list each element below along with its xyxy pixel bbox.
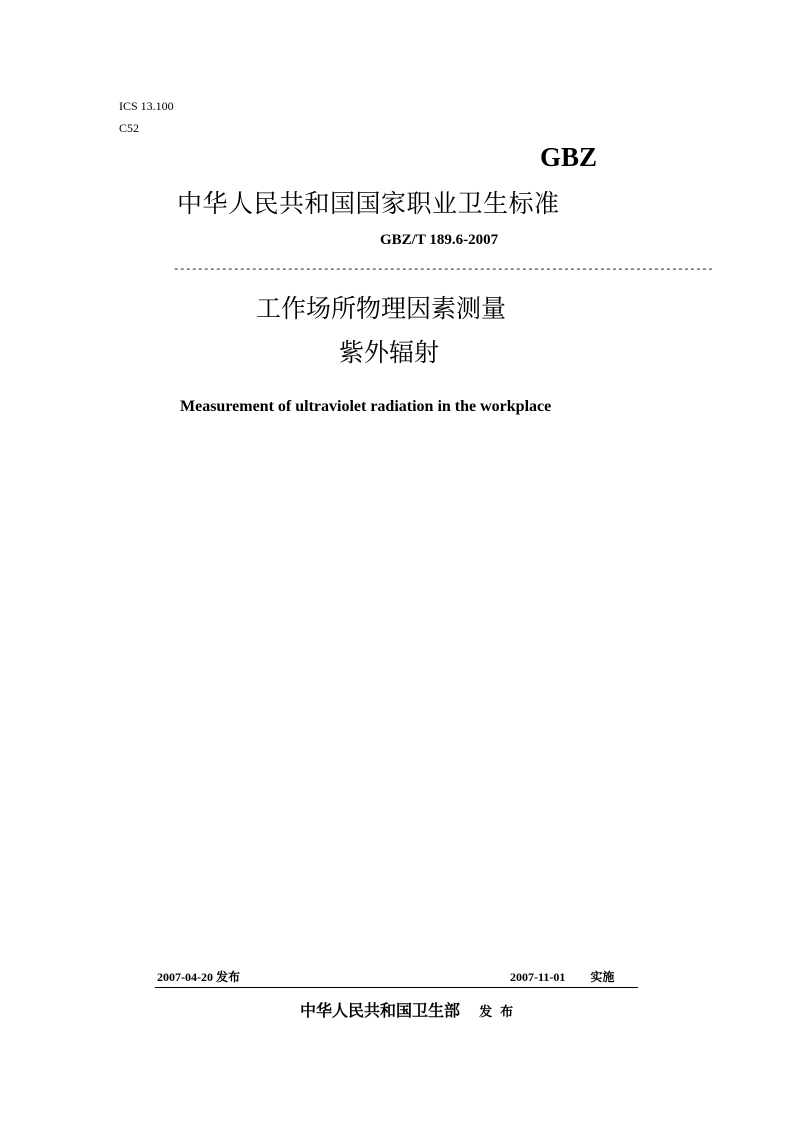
effective-label: 实施 [590,970,615,984]
footer-rule [155,987,638,988]
issue-label: 发布 [216,970,241,984]
title-cn-line2: 紫外辐射 [339,338,440,367]
effective-date-row [510,968,614,985]
standard-category: 中华人民共和国国家职业卫生标准 [177,189,560,218]
issue-date: 2007-04-20 [157,970,213,984]
ccs-code: C52 [119,121,140,135]
title-cn-line1: 工作场所物理因素测量 [256,294,507,323]
title-en: Measurement of ultraviolet radiation in the workplace [180,398,552,415]
separator-line: ------------------------------------------------------------------------------------------ [173,264,714,276]
standard-logo: GBZ [540,142,598,172]
issuer-name: 中华人民共和国卫生部 [300,1001,461,1020]
standard-number: GBZ/T 189.6-2007 [380,232,499,248]
effective-date: 2007-11-01 [510,970,566,984]
issuer-verb: 发布 [479,1005,522,1020]
issuer-row [300,998,521,1021]
issue-date-row [157,968,240,985]
ics-code: ICS 13.100 [119,99,174,113]
